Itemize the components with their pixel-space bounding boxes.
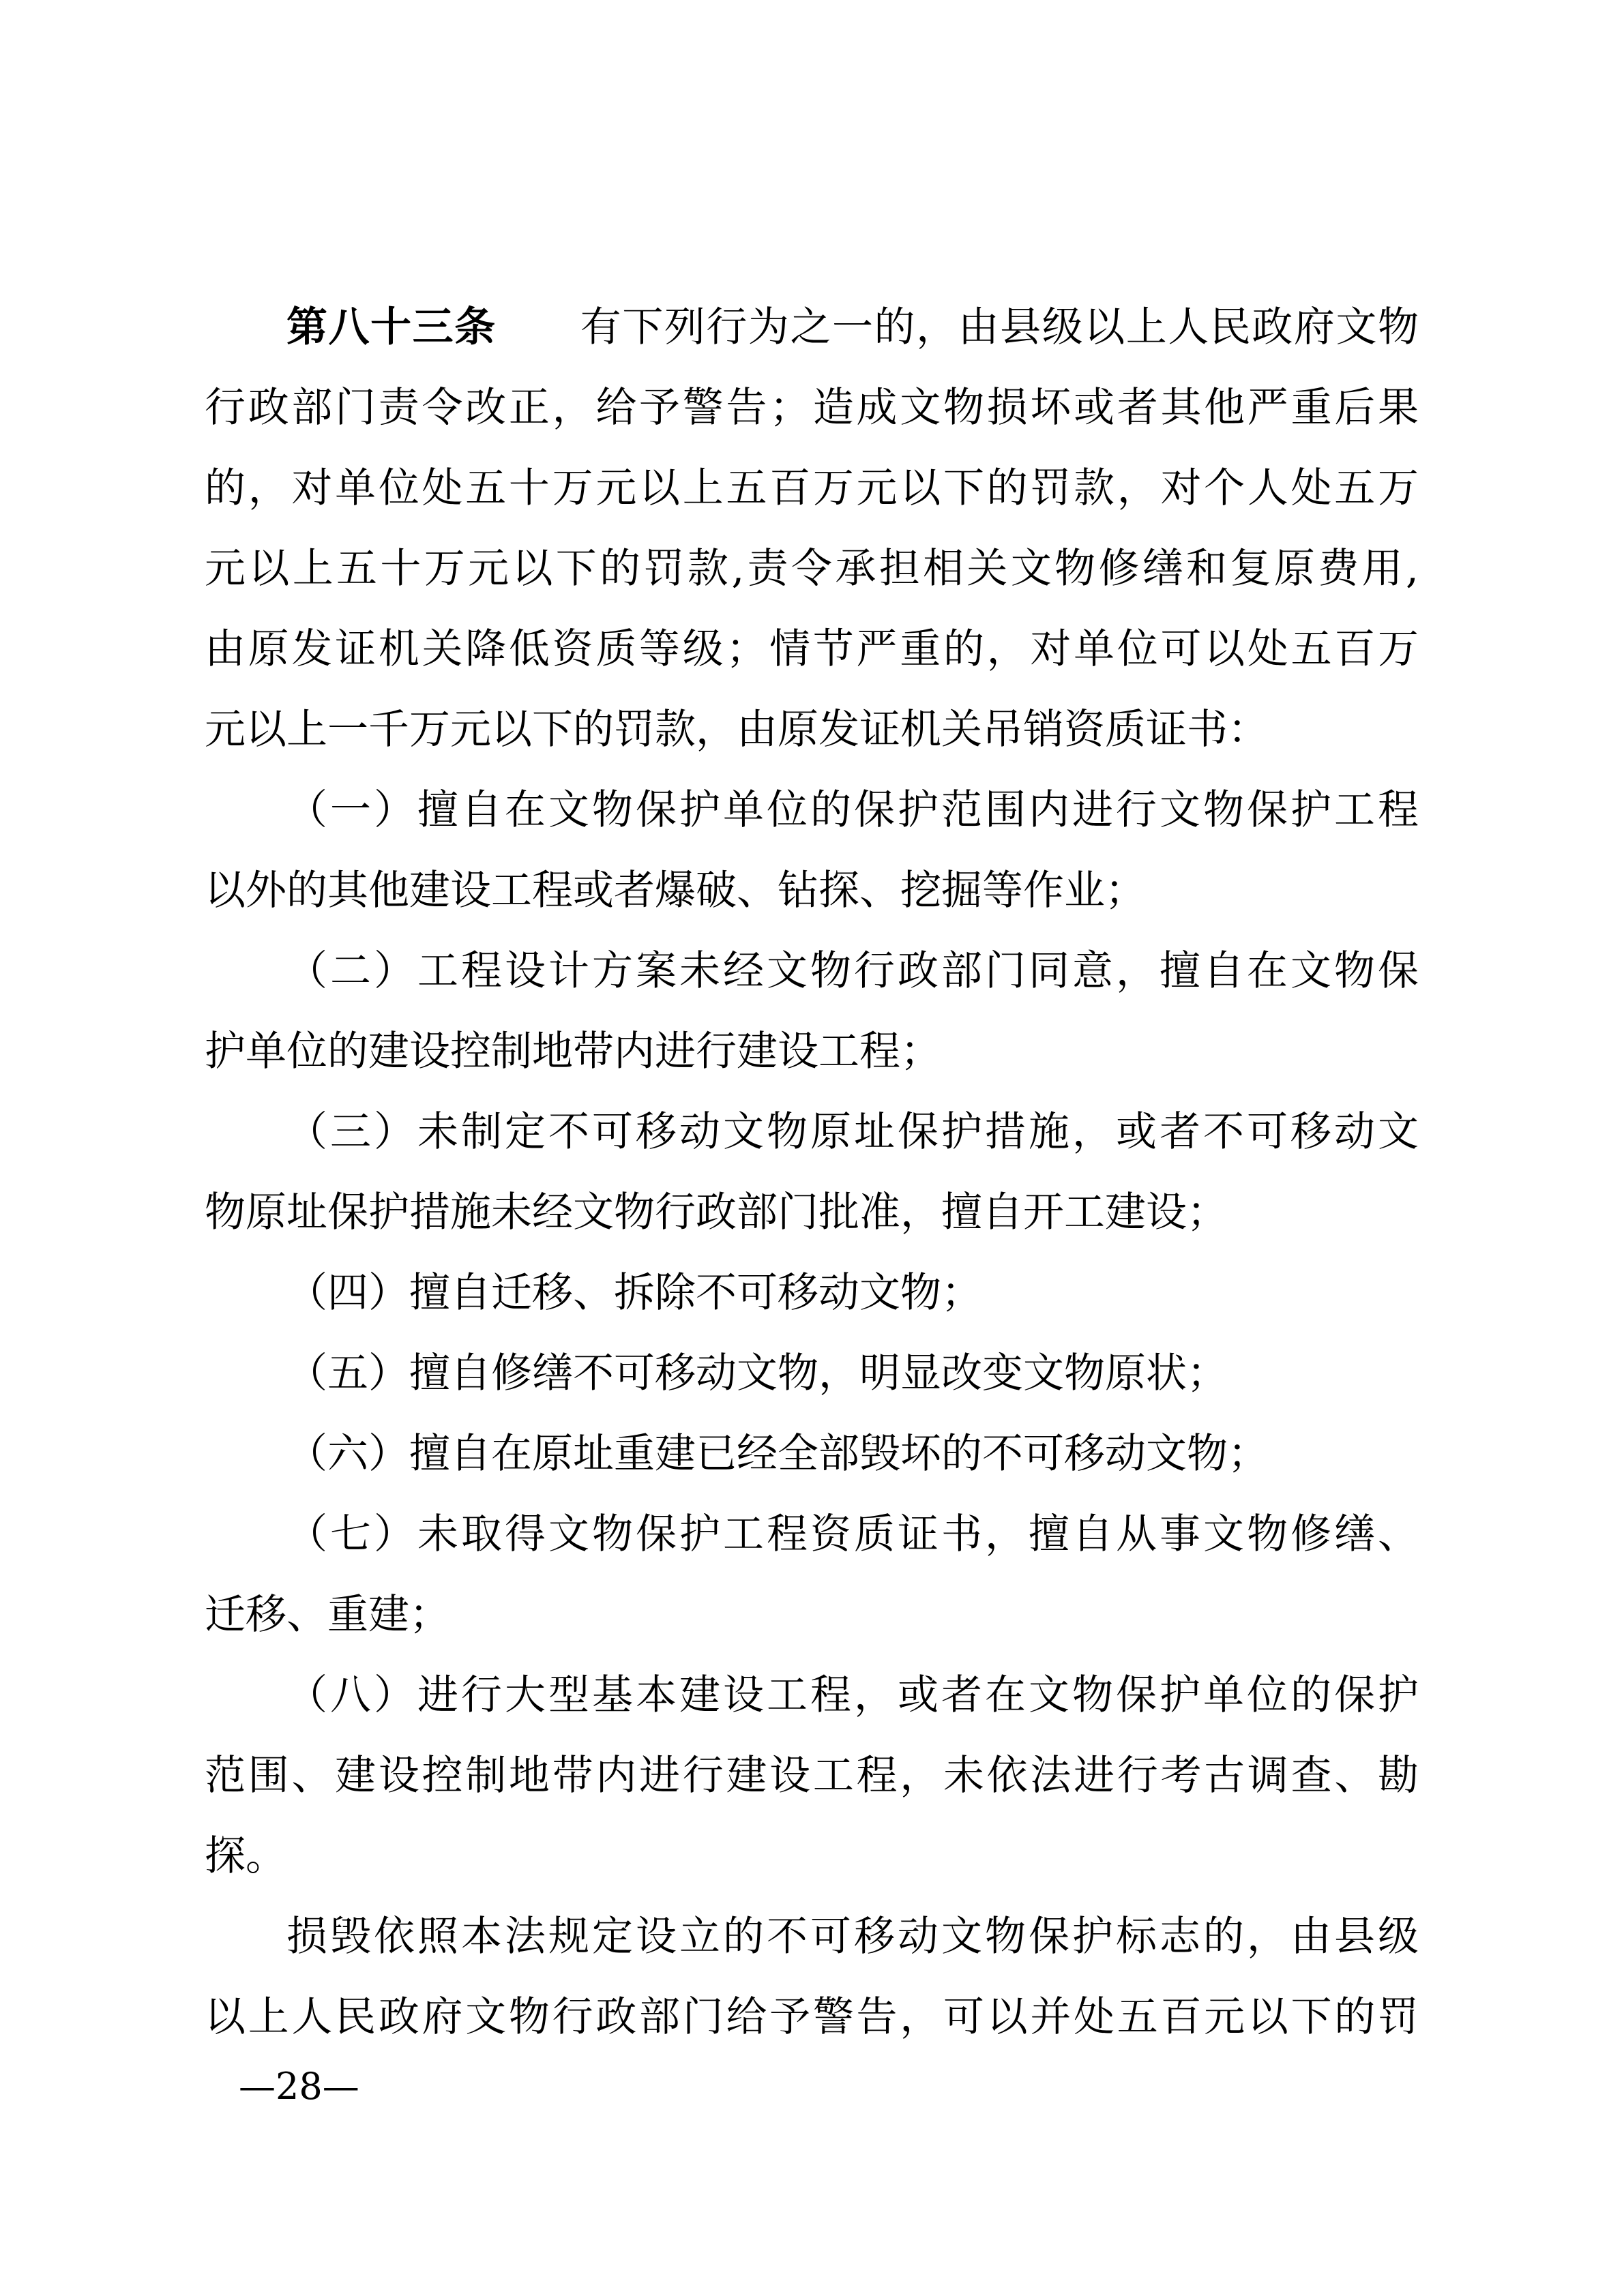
list-item-line: 以外的其他建设工程或者爆破、钻探、挖掘等作业； — [205, 867, 1146, 914]
list-item-line: （八）进行大型基本建设工程，或者在文物保护单位的保护 — [286, 1671, 1419, 1719]
list-item-line: 护单位的建设控制地带内进行建设工程； — [205, 1028, 941, 1075]
list-item-line: （六）擅自在原址重建已经全部毁坏的不可移动文物； — [286, 1430, 1269, 1478]
article-text-line: 的，对单位处五十万元以上五百万元以下的罚款，对个人处五万 — [205, 464, 1419, 512]
article-text-line: 由原发证机关降低资质等级；情节严重的，对单位可以处五百万 — [205, 625, 1419, 673]
closing-paragraph-line: 损毁依照本法规定设立的不可移动文物保护标志的，由县级 — [286, 1913, 1419, 1960]
article-text-line: 行政部门责令改正，给予警告；造成文物损坏或者其他严重后果 — [205, 384, 1419, 432]
list-item-line: 范围、建设控制地带内进行建设工程，未依法进行考古调查、勘 — [205, 1752, 1419, 1800]
list-item-line: （三）未制定不可移动文物原址保护措施，或者不可移动文 — [286, 1108, 1419, 1156]
list-item-line: （二）工程设计方案未经文物行政部门同意，擅自在文物保 — [286, 947, 1419, 995]
list-item-line: （一）擅自在文物保护单位的保护范围内进行文物保护工程 — [286, 786, 1419, 834]
list-item-line: （七）未取得文物保护工程资质证书，擅自从事文物修缮、 — [286, 1510, 1419, 1558]
article-text-line: 元以上一千万元以下的罚款，由原发证机关吊销资质证书： — [205, 706, 1269, 754]
list-item-line: （五）擅自修缮不可移动文物，明显改变文物原状； — [286, 1350, 1228, 1397]
list-item-line: 物原址保护措施未经文物行政部门批准，擅自开工建设； — [205, 1189, 1228, 1236]
list-item-line: 探。 — [205, 1832, 286, 1880]
closing-paragraph-line: 以上人民政府文物行政部门给予警告，可以并处五百元以下的罚 — [205, 1993, 1419, 2041]
article-intro-text: 有下列行为之一的，由县级以上人民政府文物 — [580, 303, 1419, 351]
list-item-line: （四）擅自迁移、拆除不可移动文物； — [286, 1269, 982, 1317]
list-item-line: 迁移、重建； — [205, 1591, 450, 1639]
article-first-line — [286, 286, 1419, 368]
article-text-line: 元以上五十万元以下的罚款,责令承担相关文物修缮和复原费用, — [205, 545, 1419, 593]
page-number: —28— — [239, 2065, 359, 2108]
article-number: 第八十三条 — [286, 303, 497, 351]
